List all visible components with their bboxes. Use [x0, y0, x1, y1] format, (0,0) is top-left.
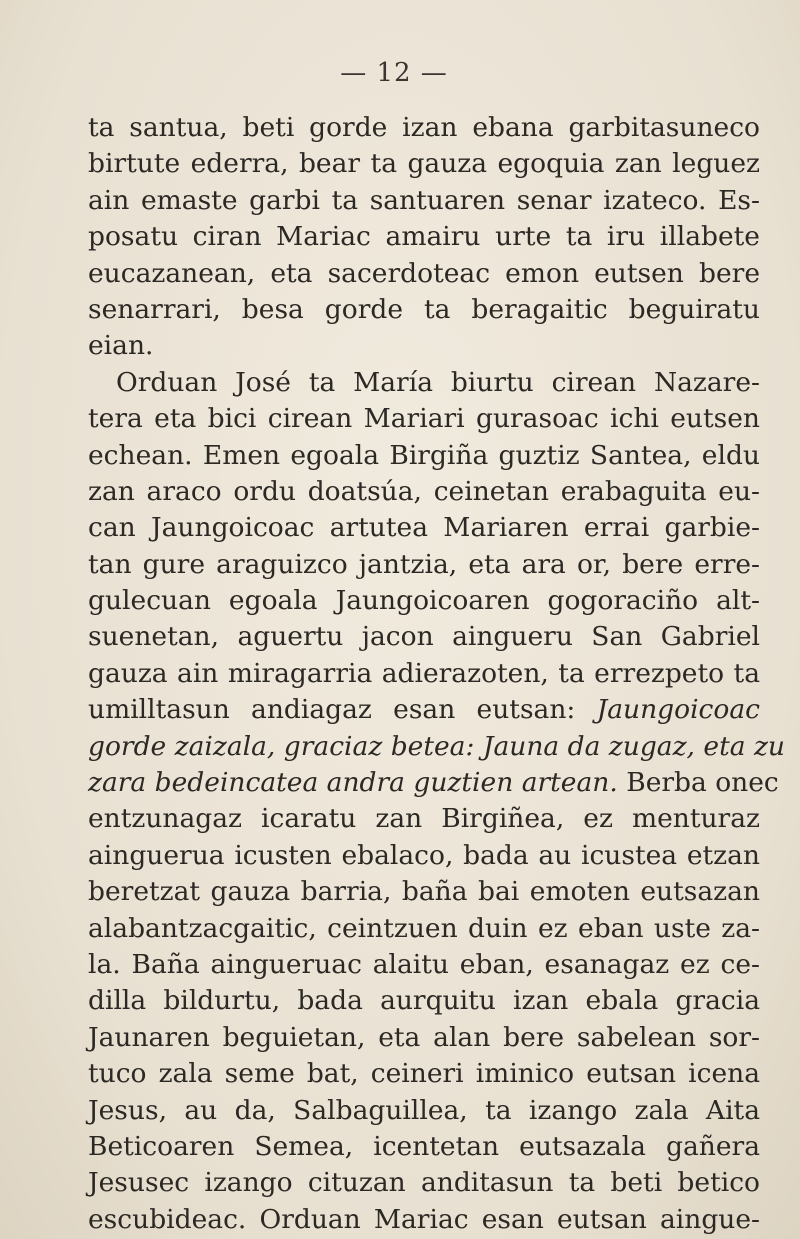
line-text: alabantzacgaitic, ceintzuen duin ez eban uste za- [88, 912, 760, 944]
line-text: ta santua, beti gorde izan ebana garbitasuneco [88, 112, 760, 143]
line-text: eian. [88, 330, 154, 362]
text-line [88, 583, 760, 619]
text-line [88, 474, 760, 510]
line-text: umilltasun andiagaz esan eutsan: [88, 694, 576, 726]
line-text: zan araco ordu doatsúa, ceinetan erabaguita eu- [88, 475, 760, 507]
page-number: — 12 — [340, 58, 448, 88]
text-line [88, 146, 760, 182]
text-line [88, 619, 760, 655]
text-line [88, 1165, 760, 1201]
line-text: tera eta bici cirean Mariari gurasoac ichi eutsen [88, 403, 760, 435]
line-text: Jesusec izango cituzan anditasun ta beti betico [88, 1167, 760, 1199]
line-text: can Jaungoicoac artutea Mariaren errai garbie- [88, 512, 760, 544]
italic-text: Jaungoicoac [596, 694, 760, 726]
text-line [88, 401, 760, 437]
text-line [88, 911, 760, 947]
line-text: Jaunaren beguietan, eta alan bere sabelean sor- [88, 1021, 760, 1053]
line-text: suenetan, aguertu jacon aingueru San Gabriel [88, 621, 760, 653]
line-text: Jesus, au da, Salbaguillea, ta izango zala Aita [88, 1094, 760, 1126]
text-line [88, 1093, 760, 1129]
line-text: tan gure araguizco jantzia, eta ara or, bere erre- [88, 548, 760, 580]
text-line [88, 1056, 760, 1092]
text-line [88, 219, 760, 255]
text-line [88, 692, 760, 728]
line-text: senarrari, besa gorde ta beragaitic beguiratu [88, 293, 760, 325]
line-text: escubideac. Orduan Mariac esan eutsan aingue- [88, 1203, 760, 1235]
line-text: ainguerua icusten ebalaco, bada au icustea etzan [88, 839, 760, 871]
italic-text: zara bedeincatea andra guztien artean. [88, 767, 618, 799]
line-text: gulecuan egoala Jaungoicoaren gogoraciño alt- [88, 585, 760, 617]
line-text: ain emaste garbi ta santuaren senar izateco. Es- [88, 184, 760, 216]
line-text: tuco zala seme bat, ceineri iminico eutsan icena [88, 1058, 760, 1090]
text-line [88, 874, 760, 910]
text-line [88, 328, 760, 364]
text-line [88, 1020, 760, 1056]
text-line [88, 947, 760, 983]
line-text: beretzat gauza barria, baña bai emoten eutsazan [88, 876, 760, 908]
body-text [88, 110, 785, 1238]
line-text: echean. Emen egoala Birgiña guztiz Santea, eldu [88, 439, 760, 471]
line-text: Orduan José ta María biurtu cirean Nazare- [116, 366, 760, 398]
text-line [88, 729, 785, 765]
italic-text: gorde zaizala, graciaz betea: Jauna da zugaz, eta zu [88, 730, 785, 762]
line-text: dilla bildurtu, bada aurquitu izan ebala gracia [88, 985, 760, 1017]
text-line [88, 1202, 760, 1238]
line-text: posatu ciran Mariac amairu urte ta iru illabete [88, 221, 760, 253]
line-text: la. Baña aingueruac alaitu eban, esanagaz ez ce- [88, 948, 760, 980]
text-line [88, 1129, 760, 1165]
text-line [88, 656, 760, 692]
text-line [88, 765, 779, 801]
text-line [88, 365, 760, 401]
text-line [88, 983, 760, 1019]
line-text: birtute ederra, bear ta gauza egoquia zan leguez [88, 148, 760, 180]
text-line [88, 110, 760, 146]
line-text: entzunagaz icaratu zan Birgiñea, ez menturaz [88, 803, 760, 835]
text-line [88, 547, 760, 583]
text-line [88, 292, 760, 328]
text-line [88, 838, 760, 874]
text-line [88, 183, 760, 219]
line-text: Berba onec [626, 767, 779, 799]
text-line [88, 438, 760, 474]
line-text: gauza ain miragarria adierazoten, ta errezpeto ta [88, 657, 760, 689]
text-line [88, 256, 760, 292]
line-text: Beticoaren Semea, icentetan eutsazala gañera [88, 1130, 760, 1162]
line-text: eucazanean, eta sacerdoteac emon eutsen bere [88, 257, 760, 289]
text-line [88, 510, 760, 546]
text-line [88, 801, 760, 837]
